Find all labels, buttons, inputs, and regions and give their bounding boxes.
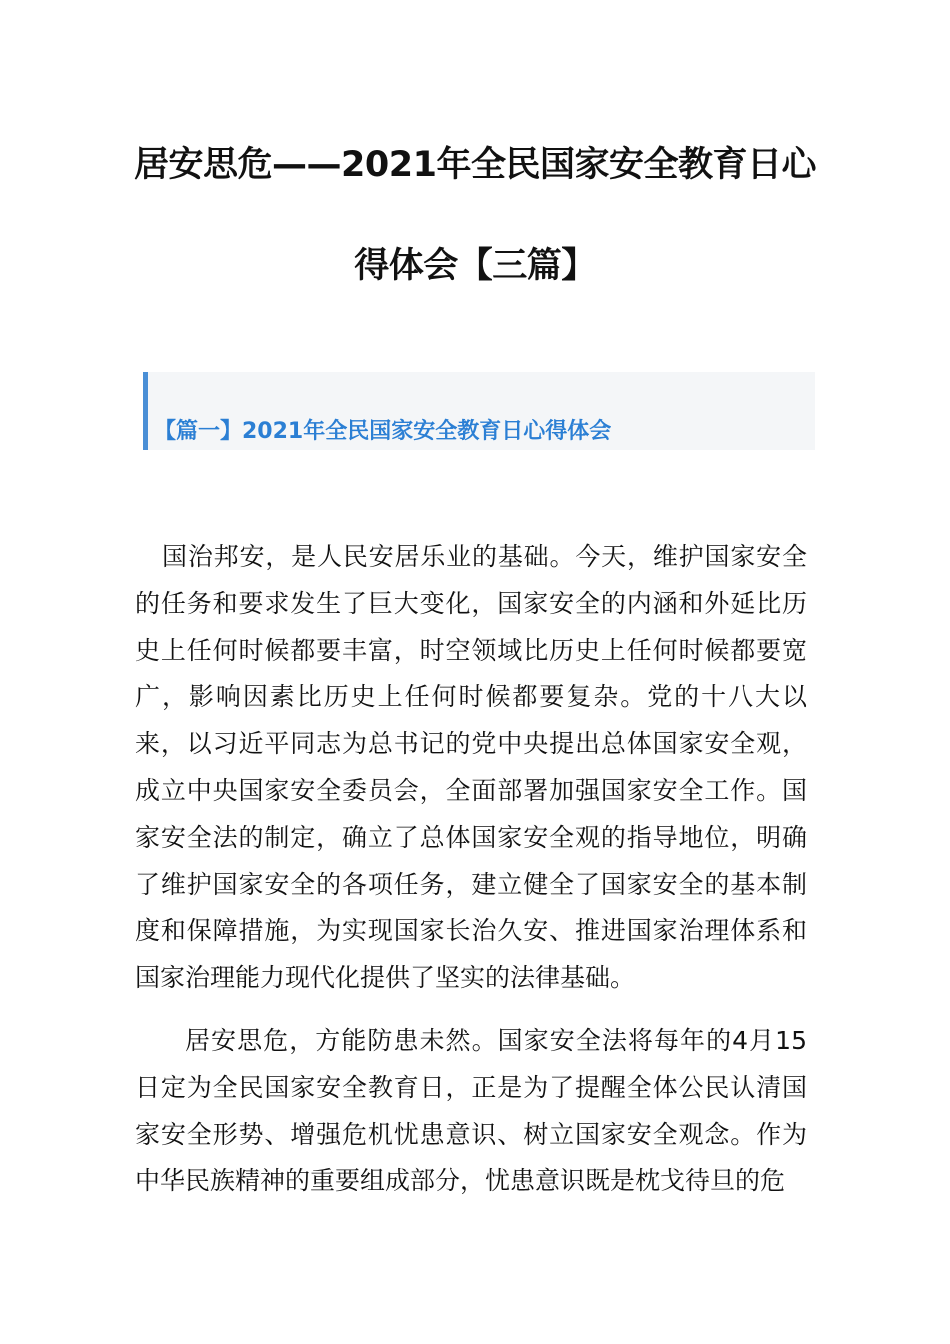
document-title-line-2: 得体会【三篇】 <box>354 246 596 286</box>
body-paragraph-2: 居安思危，方能防患未然。国家安全法将每年的4月15日定为全民国家安全教育日，正是为了提醒全体公民认清国家安全形势、增强危机忧患意识、树立国家安全观念。作为中华民族精神的重要组成部分，忧患意识既是枕戈待旦的危 <box>135 1026 807 1196</box>
section-heading-box <box>143 372 815 450</box>
section-heading: 【篇一】2021年全民国家安全教育日心得体会 <box>154 419 612 444</box>
document-title-line-1: 居安思危——2021年全民国家安全教育日心 <box>134 145 816 185</box>
body-paragraph-1: 国治邦安，是人民安居乐业的基础。今天，维护国家安全的任务和要求发生了巨大变化，国家安全的内涵和外延比历史上任何时候都要丰富，时空领域比历史上任何时候都要宽广，影响因素比历史上任何时候都要复杂。党的十八大以来，以习近平同志为总书记的党中央提出总体国家安全观，成立中央国家安全委员会，全面部署加强国家安全工作。国家安全法的制定，确立了总体国家安全观的指导地位，明确了维护国家安全的各项任务，建立健全了国家安全的基本制度和保障措施，为实现国家长治久安、推进国家治理体系和国家治理能力现代化提供了坚实的法律基础。 <box>135 542 807 993</box>
